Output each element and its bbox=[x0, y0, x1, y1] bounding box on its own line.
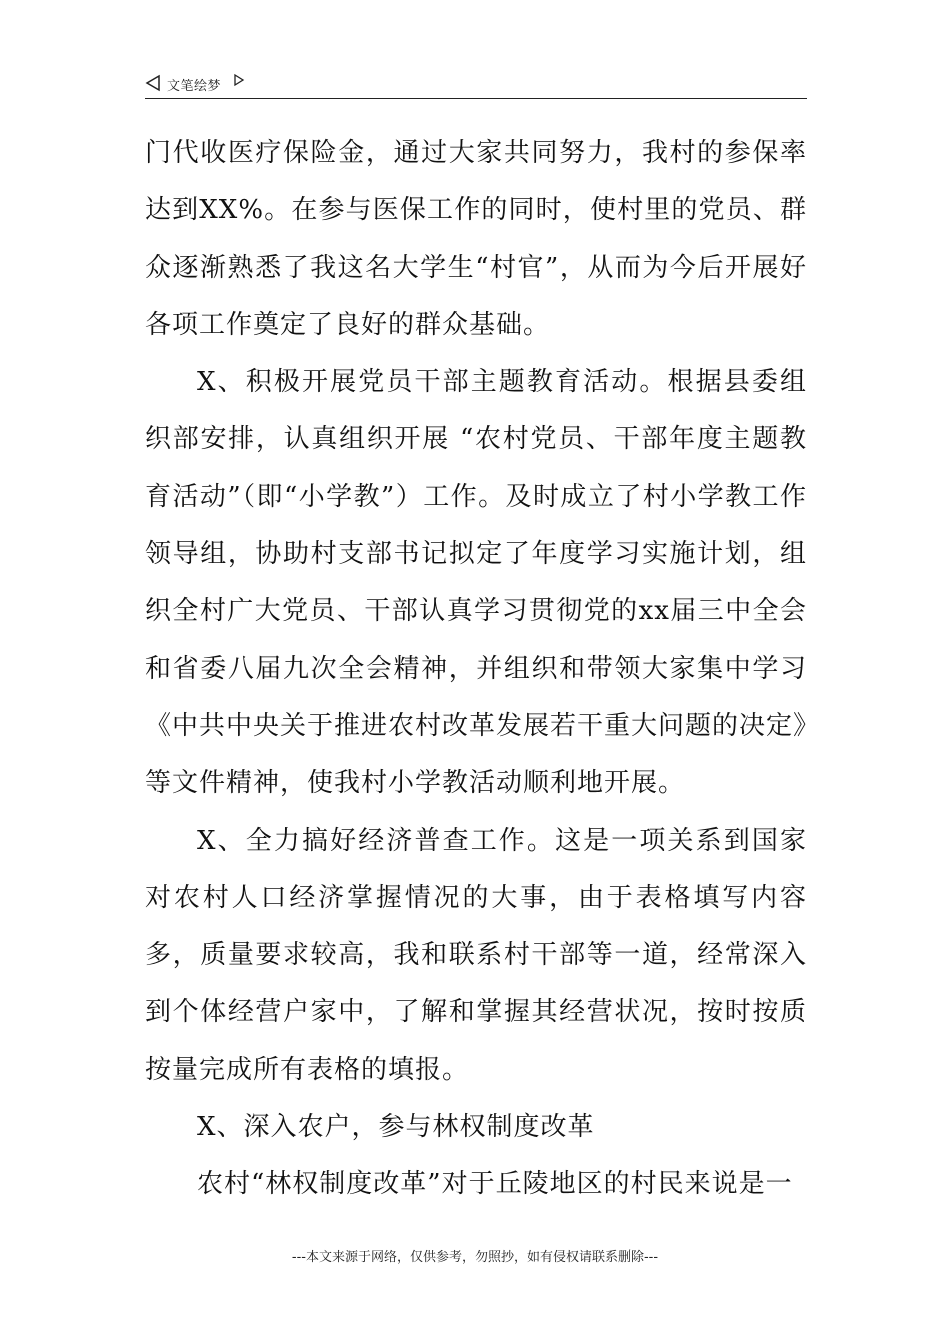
paragraph-1: 门代收医疗保险金，通过大家共同努力，我村的参保率达到XX%。在参与医保工作的同时，使村里的党员、群众逐渐熟悉了我这名大学生“村官”，从而为今后开展好各项工作奠定了良好的群众基础。 bbox=[145, 138, 807, 340]
paragraph-2: X、积极开展党员干部主题教育活动。根据县委组织部安排，认真组织开展 “农村党员、干部年度主题教育活动”（即“小学教”）工作。及时成立了村小学教工作领导组，协助村支部书记拟定了年度学习实施计划，组织全村广大党员、干部认真学习贯彻党的xx届三中全会和省委八届九次全会精神，并组织和带领大家集中学习《中共中央关于推进农村改革发展若干重大问题的决定》等文件精神，使我村小学教活动顺利地开展。 bbox=[145, 367, 808, 799]
triangle-right-icon bbox=[233, 73, 245, 87]
page-header bbox=[145, 72, 807, 99]
paragraph-3: X、全力搞好经济普查工作。这是一项关系到国家对农村人口经济掌握情况的大事，由于表格填写内容多，质量要求较高，我和联系村干部等一道，经常深入到个体经营户家中，了解和掌握其经营状况，按时按质按量完成所有表格的填报。 bbox=[145, 825, 807, 1085]
paragraph-4: X、深入农户，参与林权制度改革 bbox=[197, 1112, 595, 1143]
paragraph-5: 农村“林权制度改革”对于丘陵地区的村民来说是一 bbox=[197, 1169, 793, 1200]
document-body bbox=[145, 125, 807, 1214]
header-title: 文笔绘梦 bbox=[167, 79, 222, 94]
triangle-left-icon bbox=[145, 74, 161, 92]
page-footer: ---本文来源于网络，仅供参考，勿照抄，如有侵权请联系删除--- bbox=[291, 1250, 659, 1265]
